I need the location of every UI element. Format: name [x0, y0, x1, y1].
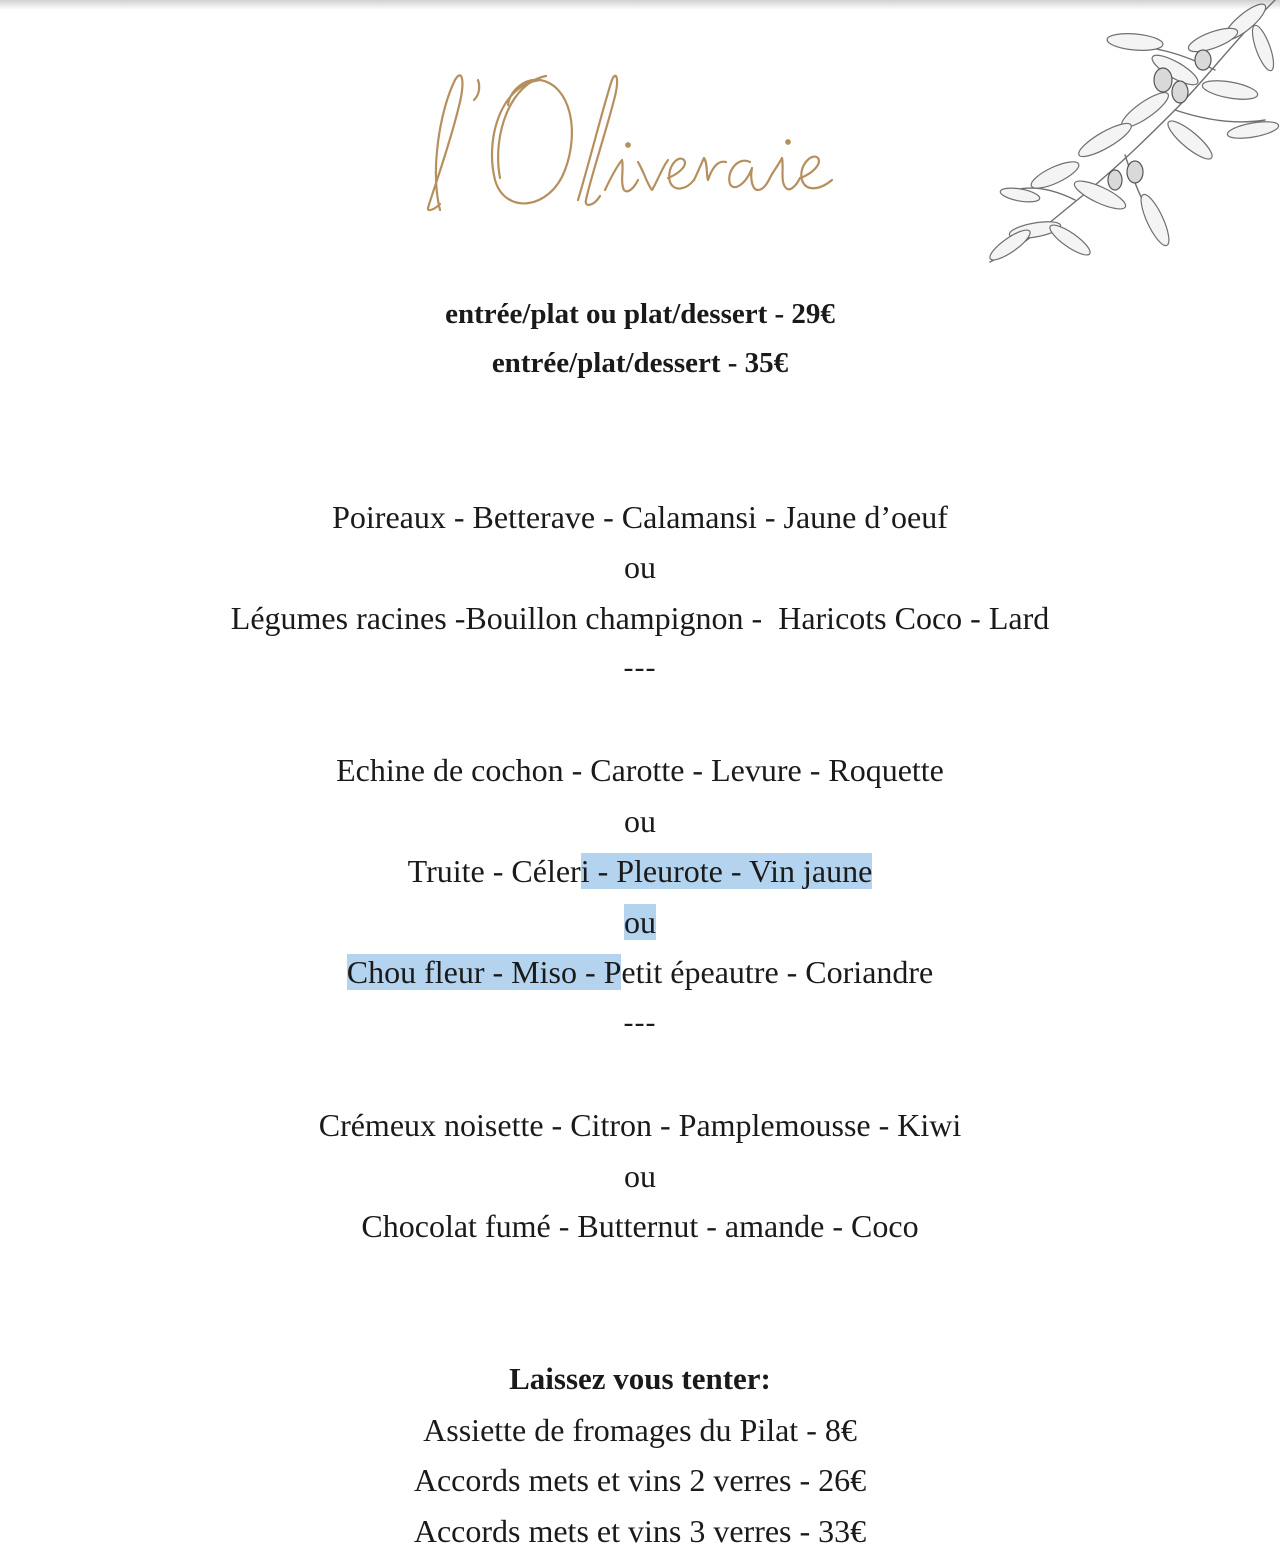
extras-heading: Laissez vous tenter:: [509, 1361, 771, 1396]
dessert-option-2: Chocolat fumé - Butternut - amande - Coco: [361, 1208, 919, 1244]
restaurant-logo: [400, 50, 900, 230]
plat-option-2-text: Truite - Céler: [407, 853, 581, 889]
entree-option-2: Légumes racines -Bouillon champignon - Haricots Coco - Lard: [230, 600, 1050, 636]
dessert-or: ou: [624, 1158, 656, 1194]
extras-item-wine-3: Accords mets et vins 3 verres - 33€: [413, 1513, 867, 1549]
plat-option-3-selected-text[interactable]: Chou fleur - Miso - P: [346, 954, 622, 990]
entree-option-1: Poireaux - Betterave - Calamansi - Jaune d’oeuf: [332, 499, 948, 535]
plat-or-2-selected-text[interactable]: ou: [624, 904, 656, 940]
plat-option-3-text: etit épeautre - Coriandre: [621, 954, 934, 990]
formula-price-1: entrée/plat ou plat/dessert - 29€: [445, 298, 835, 330]
plat-option-2-selected-text[interactable]: i - Pleurote - Vin jaune: [580, 853, 873, 889]
plat-or-1: ou: [624, 803, 656, 839]
entree-or: ou: [624, 549, 656, 585]
plat-option-1: Echine de cochon - Carotte - Levure - Roquette: [336, 752, 944, 788]
plat-option-3: [0, 952, 1280, 992]
section-separator-2: ---: [623, 1006, 657, 1039]
plat-or-2: [0, 902, 1280, 942]
extras-item-wine-2: Accords mets et vins 2 verres - 26€: [413, 1462, 867, 1498]
formula-price-2: entrée/plat/dessert - 35€: [491, 347, 789, 379]
olive-branch-illustration: [975, 0, 1280, 280]
plat-option-2: [0, 851, 1280, 891]
dessert-option-1: Crémeux noisette - Citron - Pamplemousse - Kiwi: [318, 1107, 962, 1143]
section-separator-1: ---: [623, 651, 657, 684]
extras-item-cheese: Assiette de fromages du Pilat - 8€: [423, 1412, 857, 1448]
